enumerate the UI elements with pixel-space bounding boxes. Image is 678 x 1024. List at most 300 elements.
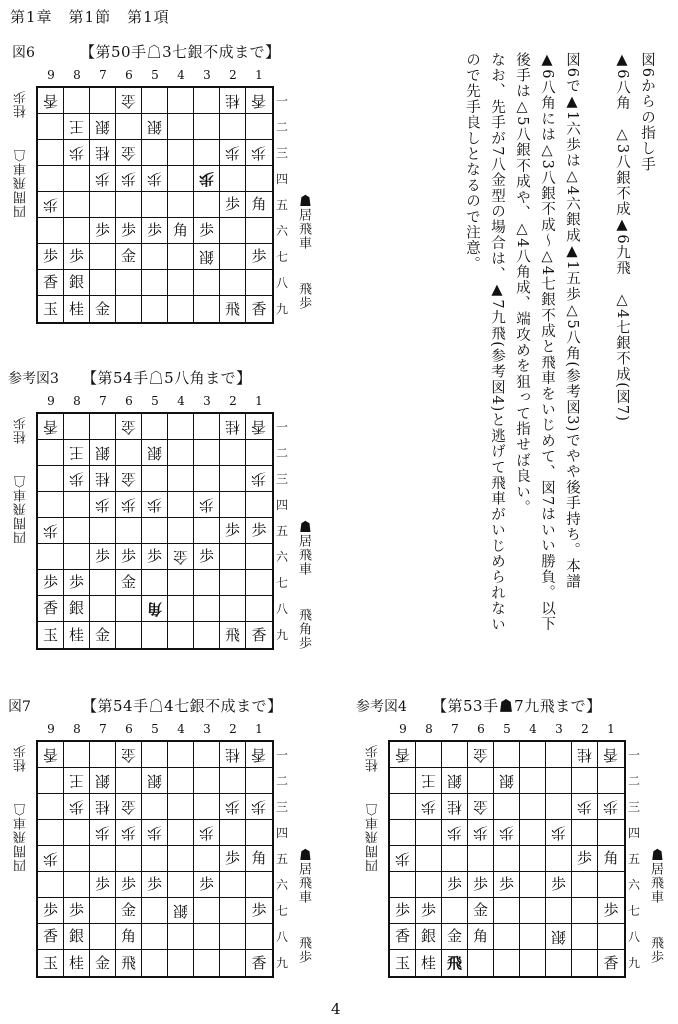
- sente-hand: 飛歩: [296, 282, 311, 310]
- sente-piece: 金: [94, 299, 110, 318]
- board-square: [142, 270, 168, 296]
- board-square: [116, 140, 142, 166]
- board-square: [442, 846, 468, 872]
- rank-number: 七: [276, 576, 289, 590]
- sente-piece: 飛: [224, 299, 240, 318]
- shogi-board: [36, 412, 274, 650]
- file-number: 1: [255, 394, 263, 408]
- board-square: [494, 872, 520, 898]
- board-square: [64, 114, 90, 140]
- board-square: [220, 114, 246, 140]
- sente-piece: 歩: [68, 573, 84, 591]
- board-square: [64, 794, 90, 820]
- board-square: [572, 846, 598, 872]
- board-square: [442, 924, 468, 950]
- board-square: [220, 846, 246, 872]
- file-number: 2: [229, 722, 237, 736]
- gote-piece: 香: [251, 418, 267, 436]
- board-square: [90, 270, 116, 296]
- board-square: [38, 192, 64, 218]
- board-square: [168, 794, 194, 820]
- board-square: [220, 596, 246, 622]
- gote-piece: 歩: [198, 496, 214, 514]
- board-square: [520, 820, 546, 846]
- board-square: [468, 898, 494, 924]
- board-square: [38, 898, 64, 924]
- board-square: [168, 244, 194, 270]
- board-square: [220, 820, 246, 846]
- board-square: [220, 518, 246, 544]
- board-square: [90, 518, 116, 544]
- board-square: [246, 768, 272, 794]
- board-square: [520, 742, 546, 768]
- sente-piece: 金: [120, 901, 136, 919]
- rank-number: 八: [628, 930, 641, 944]
- sente-piece: 歩: [394, 901, 410, 919]
- board-square: [64, 140, 90, 166]
- board-square: [168, 270, 194, 296]
- rank-number: 五: [628, 852, 641, 866]
- sente-hand: 飛歩: [296, 936, 311, 964]
- board-square: [572, 950, 598, 976]
- text-column: ▲6八角には△3八銀不成～△4七銀不成と飛車をいじめて、図7はいい勝負。以下: [539, 52, 555, 633]
- board-square: [220, 244, 246, 270]
- board-square: [220, 192, 246, 218]
- file-number: 4: [177, 68, 185, 82]
- gote-piece: 桂: [94, 470, 110, 488]
- board-square: [142, 820, 168, 846]
- gote-piece: 歩: [68, 144, 84, 162]
- rank-number: 六: [276, 878, 289, 892]
- gote-player: 四間飛車☖: [14, 802, 29, 872]
- board-square: [194, 794, 220, 820]
- board-square: [168, 596, 194, 622]
- chapter-header: 第1章 第1節 第1項: [10, 8, 170, 26]
- board-square: [64, 570, 90, 596]
- file-number: 3: [203, 394, 211, 408]
- text-column: 後手は△5八銀不成や、△4八角成、端攻めを狙って指せば良い。: [514, 52, 530, 516]
- board-square: [116, 192, 142, 218]
- board-square: [64, 244, 90, 270]
- board-square: [168, 492, 194, 518]
- sente-piece: 歩: [146, 875, 162, 893]
- file-number: 4: [529, 722, 537, 736]
- diagram-label: 図7: [8, 699, 31, 715]
- rank-number: 六: [276, 550, 289, 564]
- gote-piece: 角: [146, 600, 162, 618]
- file-numbers: [38, 68, 272, 82]
- board-square: [442, 950, 468, 976]
- board-square: [220, 166, 246, 192]
- board-square: [168, 768, 194, 794]
- board-square: [194, 950, 220, 976]
- board-square: [246, 622, 272, 648]
- board-square: [494, 794, 520, 820]
- board-square: [546, 872, 572, 898]
- gote-piece: 香: [42, 92, 58, 110]
- board-square: [38, 872, 64, 898]
- board-square: [90, 440, 116, 466]
- rank-number: 二: [628, 774, 641, 788]
- sente-piece: 飛: [120, 953, 136, 972]
- board-square: [546, 924, 572, 950]
- file-number: 3: [555, 722, 563, 736]
- board-square: [168, 440, 194, 466]
- board-square: [494, 768, 520, 794]
- board-square: [116, 414, 142, 440]
- board-square: [220, 296, 246, 322]
- board-square: [494, 846, 520, 872]
- board-square: [442, 794, 468, 820]
- board-square: [494, 924, 520, 950]
- rank-numbers: [276, 88, 288, 322]
- rank-number: 四: [276, 172, 289, 186]
- gote-piece: 王: [420, 772, 436, 790]
- board-square: [142, 794, 168, 820]
- board-square: [116, 296, 142, 322]
- gote-piece: 歩: [224, 798, 240, 816]
- board-square: [168, 820, 194, 846]
- board-square: [246, 270, 272, 296]
- gote-piece: 銀: [146, 772, 162, 790]
- board-square: [194, 114, 220, 140]
- gote-piece: 桂: [224, 418, 240, 436]
- file-numbers: [38, 394, 272, 408]
- board-square: [598, 742, 624, 768]
- board-square: [64, 492, 90, 518]
- board-square: [64, 596, 90, 622]
- board-square: [546, 742, 572, 768]
- board-square: [116, 924, 142, 950]
- board-square: [116, 596, 142, 622]
- board-square: [90, 544, 116, 570]
- board-square: [246, 570, 272, 596]
- board-square: [546, 950, 572, 976]
- board-square: [194, 218, 220, 244]
- rank-number: 五: [276, 524, 289, 538]
- board-square: [64, 218, 90, 244]
- sente-piece: 銀: [68, 273, 84, 291]
- gote-piece: 香: [603, 746, 619, 764]
- board-square: [220, 218, 246, 244]
- board-square: [90, 296, 116, 322]
- sente-piece: 歩: [224, 521, 240, 539]
- board-square: [38, 218, 64, 244]
- gote-hand: 桂歩: [366, 744, 381, 772]
- gote-piece: 香: [251, 746, 267, 764]
- board-square: [116, 244, 142, 270]
- board-square: [142, 570, 168, 596]
- rank-number: 一: [276, 748, 289, 762]
- gote-piece: 歩: [198, 170, 214, 188]
- file-number: 7: [99, 722, 107, 736]
- board-square: [38, 846, 64, 872]
- board-square: [520, 768, 546, 794]
- board-square: [246, 518, 272, 544]
- file-number: 8: [425, 722, 433, 736]
- sente-player: ☗居飛車: [296, 520, 311, 576]
- board-square: [90, 466, 116, 492]
- board-square: [220, 466, 246, 492]
- board-square: [598, 898, 624, 924]
- gote-piece: 歩: [420, 798, 436, 816]
- sente-piece: 銀: [420, 927, 436, 945]
- gote-piece: 歩: [42, 522, 58, 540]
- board-square: [90, 218, 116, 244]
- board-square: [194, 88, 220, 114]
- board-square: [90, 768, 116, 794]
- board-square: [220, 140, 246, 166]
- board-square: [116, 88, 142, 114]
- rank-number: 五: [276, 198, 289, 212]
- board-square: [168, 296, 194, 322]
- gote-piece: 銀: [172, 902, 188, 920]
- gote-piece: 王: [68, 444, 84, 462]
- board-square: [572, 898, 598, 924]
- gote-piece: 桂: [94, 144, 110, 162]
- board-square: [468, 846, 494, 872]
- board-square: [142, 414, 168, 440]
- board-square: [194, 518, 220, 544]
- board-square: [520, 794, 546, 820]
- board-square: [246, 88, 272, 114]
- file-number: 9: [47, 394, 55, 408]
- rank-number: 三: [276, 146, 289, 160]
- sente-player: ☗居飛車: [648, 848, 663, 904]
- board-square: [246, 846, 272, 872]
- rank-number: 一: [276, 94, 289, 108]
- board-square: [246, 140, 272, 166]
- board-square: [38, 768, 64, 794]
- board-square: [194, 846, 220, 872]
- board-square: [194, 270, 220, 296]
- board-square: [38, 794, 64, 820]
- sente-player: ☗居飛車: [296, 194, 311, 250]
- gote-piece: 香: [42, 418, 58, 436]
- board-square: [116, 898, 142, 924]
- board-square: [168, 898, 194, 924]
- board-square: [142, 768, 168, 794]
- sente-piece: 香: [394, 927, 410, 945]
- board-square: [194, 492, 220, 518]
- board-square: [142, 492, 168, 518]
- board-square: [598, 794, 624, 820]
- board-square: [520, 898, 546, 924]
- sente-hand: 飛歩: [648, 936, 663, 964]
- board-square: [38, 114, 64, 140]
- gote-piece: 歩: [68, 470, 84, 488]
- board-square: [38, 244, 64, 270]
- board-square: [390, 768, 416, 794]
- file-number: 4: [177, 394, 185, 408]
- board-square: [220, 88, 246, 114]
- board-square: [142, 596, 168, 622]
- board-square: [38, 742, 64, 768]
- gote-piece: 歩: [146, 496, 162, 514]
- sente-piece: 角: [120, 927, 136, 945]
- gote-piece: 金: [120, 746, 136, 764]
- board-square: [194, 872, 220, 898]
- board-square: [64, 414, 90, 440]
- board-square: [64, 950, 90, 976]
- board-square: [246, 596, 272, 622]
- sente-piece: 歩: [251, 521, 267, 539]
- board-square: [390, 794, 416, 820]
- board-square: [90, 794, 116, 820]
- rank-number: 六: [628, 878, 641, 892]
- gote-piece: 金: [120, 470, 136, 488]
- board-square: [220, 924, 246, 950]
- board-square: [116, 742, 142, 768]
- board-square: [90, 950, 116, 976]
- gote-piece: 香: [251, 92, 267, 110]
- file-number: 4: [177, 722, 185, 736]
- board-square: [116, 166, 142, 192]
- board-square: [168, 114, 194, 140]
- board-square: [194, 742, 220, 768]
- board-square: [64, 166, 90, 192]
- file-number: 5: [151, 394, 159, 408]
- board-square: [468, 872, 494, 898]
- board-square: [520, 924, 546, 950]
- board-square: [168, 466, 194, 492]
- sente-piece: 桂: [420, 953, 436, 972]
- sente-piece: 銀: [68, 927, 84, 945]
- gote-piece: 歩: [251, 144, 267, 162]
- text-column: ので先手良しとなるので注意。: [464, 52, 480, 272]
- board-square: [116, 492, 142, 518]
- board-square: [142, 192, 168, 218]
- board-square: [194, 192, 220, 218]
- gote-piece: 歩: [120, 824, 136, 842]
- gote-piece: 歩: [472, 824, 488, 842]
- board-square: [546, 898, 572, 924]
- file-number: 5: [503, 722, 511, 736]
- board-square: [572, 742, 598, 768]
- board-square: [38, 440, 64, 466]
- board-square: [572, 794, 598, 820]
- board-square: [246, 794, 272, 820]
- board-square: [442, 898, 468, 924]
- sente-piece: 歩: [146, 547, 162, 565]
- board-square: [390, 924, 416, 950]
- board-square: [416, 846, 442, 872]
- board-square: [90, 622, 116, 648]
- board-square: [90, 596, 116, 622]
- gote-piece: 銀: [550, 928, 566, 946]
- sente-piece: 金: [94, 953, 110, 972]
- gote-piece: 銀: [94, 772, 110, 790]
- board-square: [546, 768, 572, 794]
- board-square: [598, 768, 624, 794]
- board-square: [416, 924, 442, 950]
- gote-piece: 歩: [198, 824, 214, 842]
- board-square: [142, 296, 168, 322]
- board-square: [442, 768, 468, 794]
- board-square: [468, 768, 494, 794]
- board-square: [64, 440, 90, 466]
- gote-piece: 歩: [224, 144, 240, 162]
- board-square: [90, 742, 116, 768]
- gote-piece: 歩: [94, 496, 110, 514]
- file-number: 6: [477, 722, 485, 736]
- sente-piece: 歩: [120, 221, 136, 239]
- board-square: [64, 518, 90, 544]
- sente-piece: 歩: [42, 901, 58, 919]
- diagram-label: 参考図3: [8, 371, 59, 387]
- board-square: [390, 872, 416, 898]
- board-square: [390, 742, 416, 768]
- sente-piece: 歩: [42, 573, 58, 591]
- gote-piece: 歩: [146, 170, 162, 188]
- board-square: [194, 768, 220, 794]
- board-square: [220, 872, 246, 898]
- gote-piece: 銀: [198, 248, 214, 266]
- sente-piece: 香: [42, 927, 58, 945]
- rank-numbers: [276, 742, 288, 976]
- sente-piece: 銀: [68, 599, 84, 617]
- board-square: [220, 794, 246, 820]
- sente-piece: 歩: [576, 849, 592, 867]
- sente-piece: 歩: [550, 875, 566, 893]
- board-square: [90, 192, 116, 218]
- board-square: [64, 192, 90, 218]
- board-square: [142, 846, 168, 872]
- gote-piece: 歩: [251, 470, 267, 488]
- board-square: [416, 872, 442, 898]
- board-square: [246, 244, 272, 270]
- board-square: [90, 570, 116, 596]
- rank-number: 二: [276, 120, 289, 134]
- board-square: [142, 950, 168, 976]
- gote-piece: 歩: [446, 824, 462, 842]
- board-square: [90, 88, 116, 114]
- board-square: [64, 820, 90, 846]
- board-square: [90, 140, 116, 166]
- board-square: [64, 622, 90, 648]
- gote-hand: 桂歩: [14, 416, 29, 444]
- board-square: [468, 742, 494, 768]
- board-square: [116, 518, 142, 544]
- rank-number: 九: [628, 956, 641, 970]
- board-square: [90, 414, 116, 440]
- board-square: [142, 544, 168, 570]
- file-number: 9: [47, 68, 55, 82]
- board-square: [442, 820, 468, 846]
- gote-piece: 王: [68, 118, 84, 136]
- board-square: [246, 440, 272, 466]
- board-square: [38, 88, 64, 114]
- sente-piece: 桂: [68, 625, 84, 644]
- sente-piece: 香: [251, 953, 267, 972]
- text-column: 図6で▲1六歩は△4六銀成▲1五歩△5八角(参考図3)でやや後手持ち。本譜: [564, 52, 580, 590]
- gote-piece: 歩: [550, 824, 566, 842]
- file-number: 6: [125, 394, 133, 408]
- board-square: [194, 440, 220, 466]
- board-square: [64, 544, 90, 570]
- board-square: [90, 492, 116, 518]
- file-number: 7: [99, 394, 107, 408]
- sente-piece: 歩: [198, 547, 214, 565]
- board-square: [168, 140, 194, 166]
- sente-piece: 玉: [42, 953, 58, 972]
- gote-piece: 金: [120, 92, 136, 110]
- gote-piece: 桂: [94, 798, 110, 816]
- board-square: [194, 244, 220, 270]
- board-square: [442, 872, 468, 898]
- board-square: [468, 820, 494, 846]
- board-square: [142, 140, 168, 166]
